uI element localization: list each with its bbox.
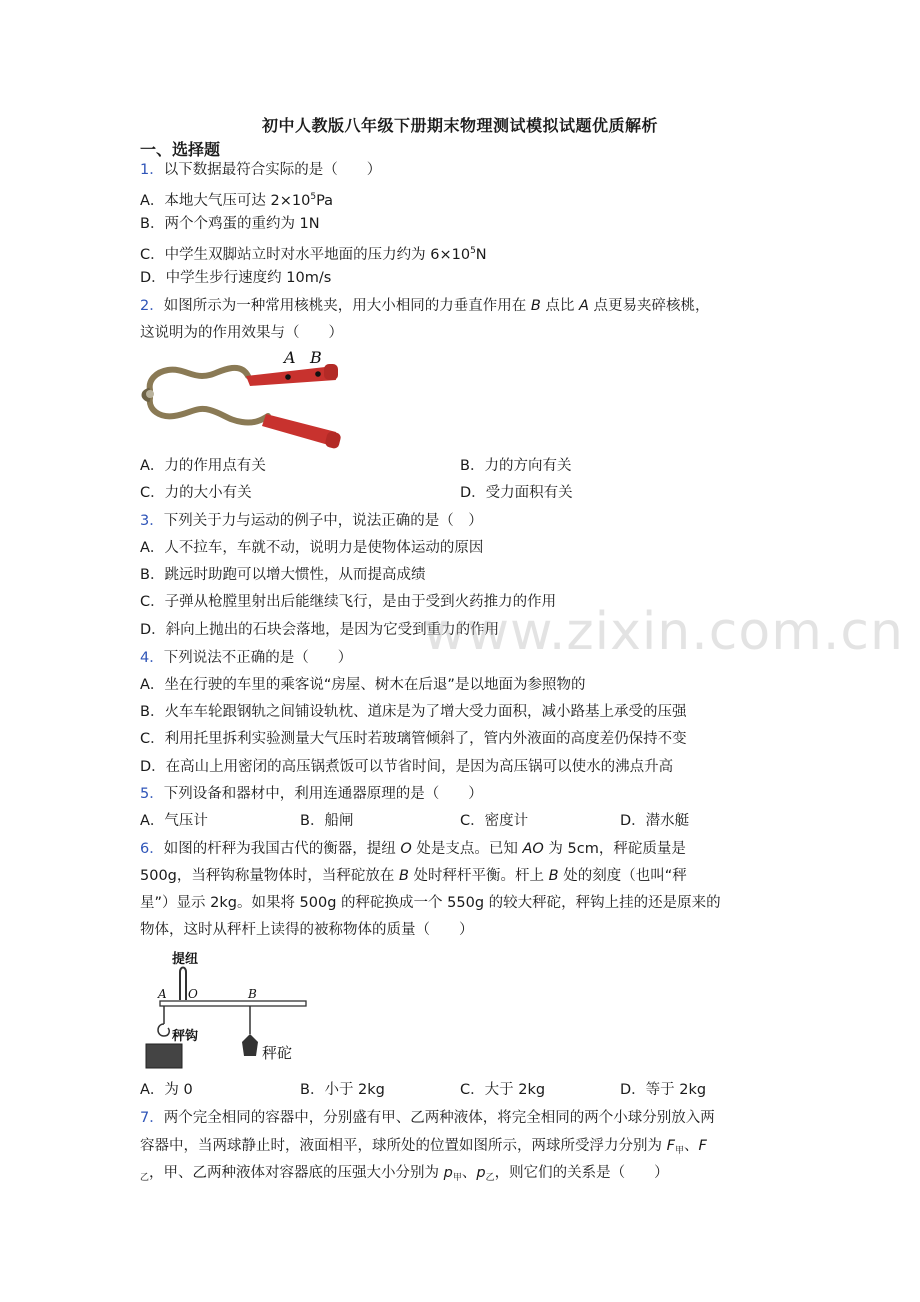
question-2-option-c: C．力的大小有关 (140, 485, 252, 501)
question-5-option-d: D．潜水艇 (620, 813, 690, 829)
question-2-option-b: B．力的方向有关 (460, 458, 572, 474)
label-o: O (188, 987, 198, 1001)
question-6-option-b: B．小于 2kg (300, 1082, 385, 1098)
label-hook: 秤钩 (172, 1029, 199, 1044)
label-point-b: B (310, 348, 322, 367)
question-7-stem-line-2: 容器中，当两球静止时，液面相平，球所处的位置如图所示，两球所受浮力分别为 $F_甲$、F (140, 1138, 707, 1156)
question-4-option-d: D．在高山上用密闭的高压锅煮饭可以节省时间，是因为高压锅可以使水的沸点升高 (140, 759, 674, 775)
question-6-option-d: D．等于 2kg (620, 1082, 707, 1098)
question-3-option-b: B．跳远时助跑可以增大惯性，从而提高成绩 (140, 567, 426, 583)
question-3-option-d: D．斜向上抛出的石块会落地，是因为它受到重力的作用 (140, 622, 500, 638)
question-number: 1． (140, 162, 164, 178)
label-weight: 秤砣 (262, 1044, 293, 1062)
question-4-option-b: B．火车车轮跟钢轨之间铺设轨枕、道床是为了增大受力面积，减小路基上承受的压强 (140, 704, 687, 720)
question-4-option-c: C．利用托里拆利实验测量大气压时若玻璃管倾斜了，管内外液面的高度差仍保持不变 (140, 731, 687, 747)
question-number: 5． (140, 786, 164, 802)
question-number: 4． (140, 650, 164, 666)
question-3-option-c: C．子弹从枪膛里射出后能继续飞行，是由于受到火药推力的作用 (140, 594, 557, 610)
question-4-option-a: A．坐在行驶的车里的乘客说“房屋、树木在后退”是以地面为参照物的 (140, 677, 586, 693)
question-2-option-d: D．受力面积有关 (460, 485, 573, 501)
question-2-option-a: A．力的作用点有关 (140, 458, 266, 474)
question-6-stem-line-4: 物体，这时从秤杆上读得的被称物体的质量（ ） (140, 922, 474, 938)
watermark: www.zixin.com.cn (423, 602, 904, 662)
question-6-option-a: A．为 0 (140, 1082, 193, 1098)
question-1-option-a: A．本地大气压可达 $2\times 10^5Pa$ (140, 192, 334, 209)
question-6-stem-line-2: 500g，当秤钩称量物体时，当秤砣放在 B 处时秤杆平衡。杆上 B 处的刻度（也叫“秤 (140, 868, 687, 884)
question-2-stem: 2．如图所示为一种常用核桃夹，用大小相同的力垂直作用在 B 点比 A 点更易夹碎核桃， (140, 298, 710, 314)
question-3-option-a: A．人不拉车，车就不动，说明力是使物体运动的原因 (140, 540, 484, 556)
question-6-option-c: C．大于 2kg (460, 1082, 546, 1098)
label-b: B (248, 987, 257, 1001)
question-1-stem: 1．以下数据最符合实际的是（ ） (140, 162, 382, 178)
question-6-stem-line-3: 星”）显示 2kg。如果将 500g 的秤砣换成一个 550g 的较大秤砣，秤钩上挂的还是原来的 (140, 895, 721, 911)
question-3-stem: 3．下列关于力与运动的例子中，说法正确的是（ ） (140, 513, 483, 529)
page-title: 初中人教版八年级下册期末物理测试模拟试题优质解析 (261, 116, 658, 135)
section-heading: 一、选择题 (140, 140, 221, 159)
steelyard-figure (140, 946, 310, 1072)
question-2-stem-cont: 这说明为的作用效果与（ ） (140, 325, 343, 341)
question-1-option-b: B．两个个鸡蛋的重约为 1N (140, 216, 320, 232)
question-number: 2． (140, 298, 164, 314)
question-5-stem: 5．下列设备和器材中，利用连通器原理的是（ ） (140, 786, 483, 802)
question-5-option-a: A．气压计 (140, 813, 208, 829)
question-number: 7． (140, 1110, 164, 1126)
nutcracker-figure (138, 346, 350, 450)
question-4-stem: 4．下列说法不正确的是（ ） (140, 650, 353, 666)
question-number: 3． (140, 513, 164, 529)
label-a: A (158, 987, 167, 1001)
label-tiniu: 提纽 (172, 952, 199, 967)
question-5-option-b: B．船闸 (300, 813, 354, 829)
question-6-stem: 6．如图的杆秤为我国古代的衡器，提纽 O 处是支点。已知 AO 为 5cm，秤砣质量是 (140, 841, 686, 857)
question-7-stem: 7．两个完全相同的容器中，分别盛有甲、乙两种液体，将完全相同的两个小球分别放入两 (140, 1110, 715, 1126)
question-7-stem-line-3: $_乙$，甲、乙两种液体对容器底的压强大小分别为 $p_甲$、$p_乙$，则它们的关系是（ ） (140, 1165, 669, 1183)
question-number: 6． (140, 841, 164, 857)
question-1-option-c: C．中学生双脚站立时对水平地面的压力约为 $6\times 10^5N$ (140, 246, 487, 263)
label-point-a: A (284, 348, 296, 367)
question-5-option-c: C．密度计 (460, 813, 529, 829)
question-1-option-d: D．中学生步行速度约 10m/s (140, 270, 332, 286)
